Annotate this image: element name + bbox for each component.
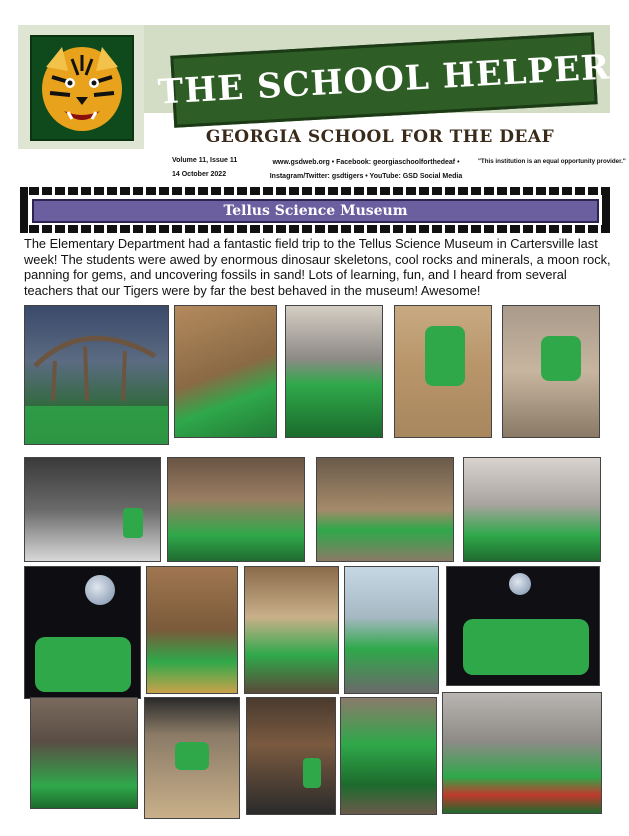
social-links-line2: Instagram/Twitter: gsdtigers • YouTube: GSD Social Media [269, 173, 463, 180]
photo-group-moon-wall [446, 566, 600, 686]
article-body: The Elementary Department had a fantastic field trip to the Tellus Science Museum in Cartersville last week! The students were awed by enormous dinosaur skeletons, cool rocks and minerals, a moon rock, panning for gems, and uncovering fossils in sand! Lots of learning, fun, and I heard from several teachers that our Tigers were by far the best behaved in the museum! Awesome! [24, 236, 611, 298]
photo-two-girls-panning [167, 457, 305, 562]
volume-issue: Volume 11, Issue 11 [172, 157, 238, 164]
issue-info [172, 154, 237, 182]
photo-boy-digging [144, 697, 240, 819]
tiger-mascot-logo [30, 35, 134, 141]
social-links [252, 156, 480, 184]
issue-date: 14 October 2022 [172, 171, 227, 178]
social-links-line1: www.gsdweb.org • Facebook: georgiaschoolforthedeaf • [272, 159, 460, 166]
equal-opportunity-note: "This institution is an equal opportunity provider." [478, 158, 626, 165]
section-heading-text: Tellus Science Museum [223, 203, 408, 219]
film-strip-left [20, 187, 28, 233]
school-name: GEORGIA SCHOOL FOR THE DEAF [205, 127, 555, 147]
photo-students-sorting [244, 566, 339, 694]
photo-girl-panning [502, 305, 600, 438]
photo-girl-at-case [146, 566, 238, 694]
photo-moon-rock-group [442, 692, 602, 814]
logo [18, 25, 144, 149]
film-strip-top [20, 187, 610, 195]
photo-moon-posing [24, 566, 141, 699]
photo-glass-case [30, 697, 138, 809]
photo-dinosaur-skeleton-group [24, 305, 169, 445]
photo-rocket-display [24, 457, 161, 562]
photo-group-sphere-room [463, 457, 601, 562]
section-heading [32, 199, 599, 223]
photo-girl-in-sand [394, 305, 492, 438]
film-strip-bottom [20, 225, 610, 233]
masthead-title-text: THE SCHOOL HELPER [156, 47, 612, 113]
photo-picnic-table [344, 566, 439, 694]
photo-girl-sifting [174, 305, 277, 438]
photo-fossil-display [246, 697, 336, 815]
photo-boys-panning [316, 457, 454, 562]
photo-girl-with-pan [340, 697, 437, 815]
photo-students-exhibit [285, 305, 383, 438]
film-strip-right [602, 187, 610, 233]
